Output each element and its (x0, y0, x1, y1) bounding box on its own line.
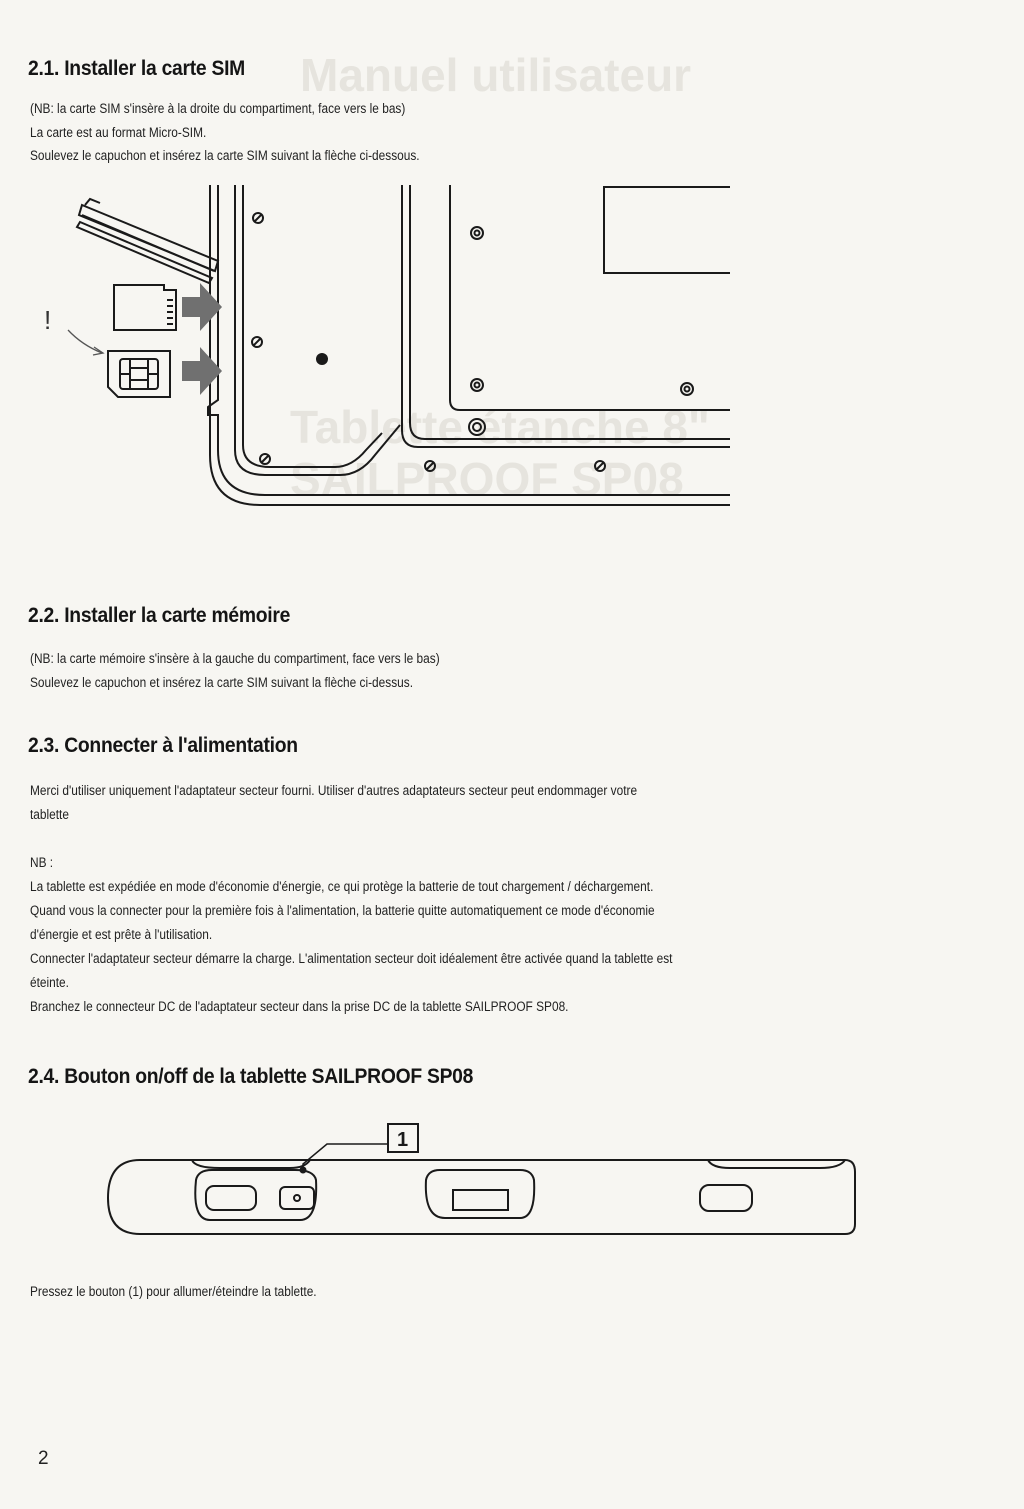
sim-slot-diagram (30, 175, 750, 520)
sim-card-icon (108, 351, 170, 397)
text-line: La tablette est expédiée en mode d'économie d'énergie, ce qui protège la batterie de tout chargement / déchargement. (30, 879, 654, 894)
section-text-power (30, 779, 672, 1019)
section-title-sim: 2.1. Installer la carte SIM (28, 57, 245, 80)
text-line: Connecter l'adaptateur secteur démarre la charge. L'alimentation secteur doit idéalement être activée quand la tablette est (30, 951, 673, 966)
memory-card-icon (114, 285, 176, 330)
power-button (280, 1187, 314, 1209)
section-text-onoff (30, 1280, 317, 1304)
tablet-side-diagram (100, 1120, 860, 1240)
text-line: tablette (30, 807, 69, 822)
screws (252, 213, 693, 471)
text-line: (NB: la carte SIM s'insère à la droite du compartiment, face vers le bas) (30, 101, 406, 116)
text-line: NB : (30, 855, 54, 870)
section-text-memory (30, 647, 440, 694)
text-line: éteinte. (30, 975, 69, 990)
text-line: La carte est au format Micro-SIM. (30, 124, 207, 140)
text-line (30, 827, 672, 851)
section-text-sim (30, 97, 420, 168)
text-line: Soulevez le capuchon et insérez la carte SIM suivant la flèche ci-dessous. (30, 148, 420, 163)
warning-mark: ! (44, 305, 52, 335)
page-number: 2 (38, 1448, 49, 1469)
text-line: Branchez le connecteur DC de l'adaptateur secteur dans la prise DC de la tablette SAILPROOF SP08. (30, 999, 569, 1014)
memory-card-arrow (182, 283, 222, 331)
section-title-onoff: 2.4. Bouton on/off de la tablette SAILPROOF SP08 (28, 1065, 474, 1088)
slot-cap (77, 199, 218, 283)
show-through-subtitle-1: Tablette étanche 8" (290, 401, 710, 453)
callout-number: 1 (397, 1129, 409, 1151)
text-line: Quand vous la connecter pour la première fois à l'alimentation, la batterie quitte automatiquement ce mode d'économie (30, 903, 655, 918)
sim-card-arrow (182, 347, 222, 395)
tablet-side-outline (108, 1160, 855, 1234)
section-title-memory: 2.2. Installer la carte mémoire (28, 604, 291, 627)
show-through-subtitle-2: SAILPROOF SP08 (290, 453, 684, 505)
text-line: Merci d'utiliser uniquement l'adaptateur secteur fourni. Utiliser d'autres adaptateurs secteur peut endommager votre (30, 783, 638, 798)
text-line: Pressez le bouton (1) pour allumer/éteindre la tablette. (30, 1284, 317, 1299)
text-line: Soulevez le capuchon et insérez la carte SIM suivant la flèche ci-dessus. (30, 674, 414, 690)
show-through-title: Manuel utilisateur (300, 49, 692, 101)
section-title-power: 2.3. Connecter à l'alimentation (28, 734, 298, 757)
text-line: d'énergie et est prête à l'utilisation. (30, 927, 213, 942)
text-line: (NB: la carte mémoire s'insère à la gauche du compartiment, face vers le bas) (30, 651, 440, 666)
